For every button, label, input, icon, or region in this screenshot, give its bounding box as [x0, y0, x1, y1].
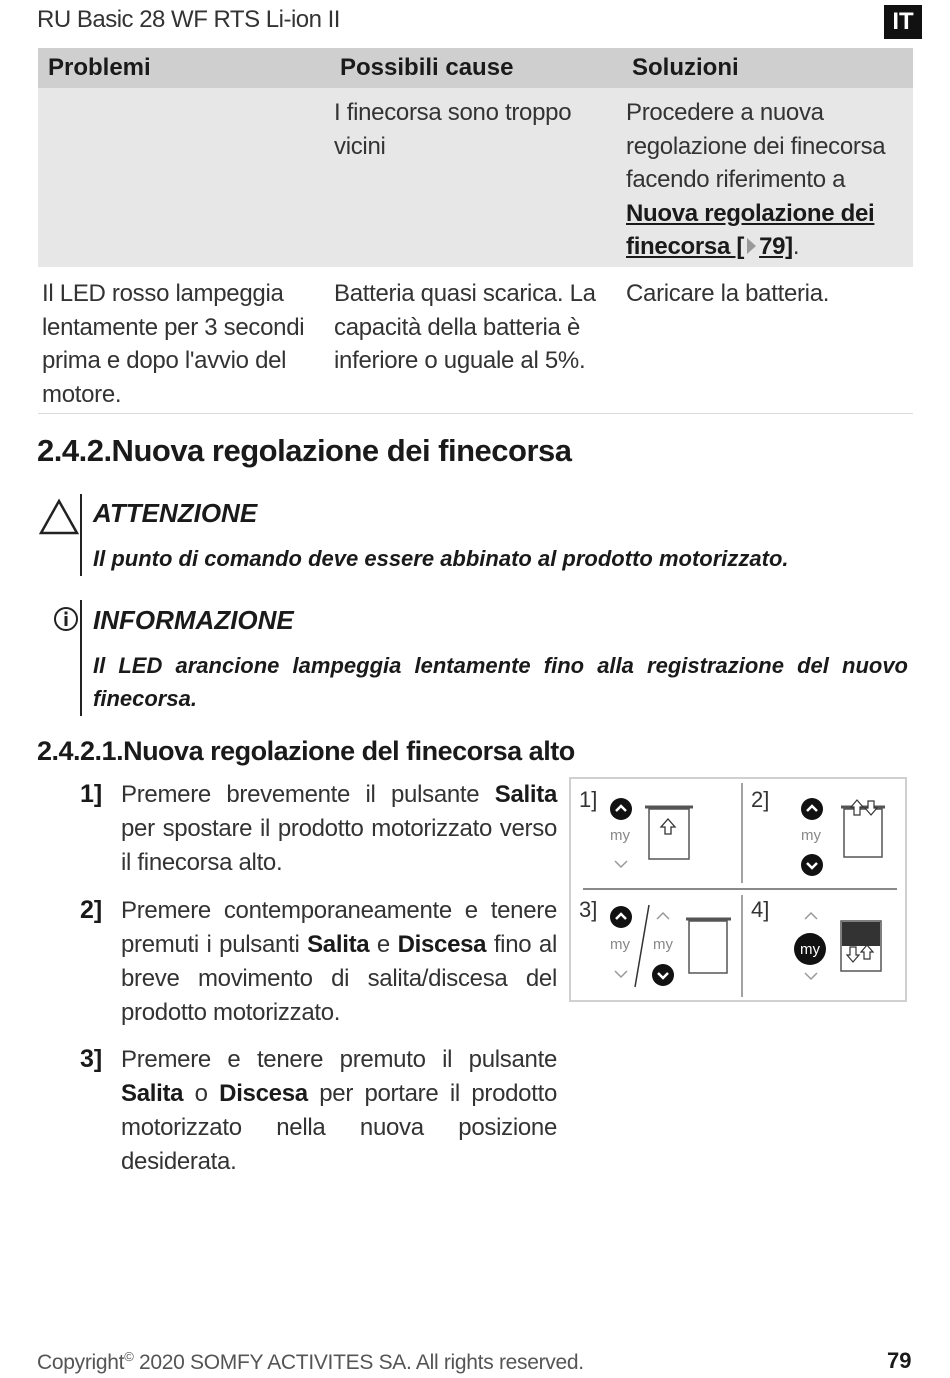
link-text: Nuova regolazione dei finecorsa [ — [626, 199, 875, 260]
page-number: 79 — [887, 1348, 912, 1373]
solution-suffix: . — [792, 233, 800, 260]
subsection-heading: 2.4.2.1.Nuova regolazione del finecorsa alto — [37, 736, 575, 766]
cell-cause: I finecorsa sono troppo vicini — [334, 99, 572, 160]
header-solutions: Soluzioni — [632, 54, 739, 81]
section-link[interactable] — [626, 200, 874, 261]
up-button-icon — [800, 797, 824, 821]
figure-step-label: 3] — [579, 897, 598, 922]
down-arrow-icon — [613, 967, 629, 981]
info-title: INFORMAZIONE — [93, 605, 294, 635]
info-bar — [80, 600, 82, 716]
table-row — [38, 267, 913, 414]
cell-problem — [38, 96, 330, 267]
document-title: RU Basic 28 WF RTS Li-ion II — [37, 6, 340, 33]
down-arrow-icon — [803, 969, 819, 983]
limit-adjust-figure — [569, 777, 907, 1002]
troubleshooting-table — [38, 48, 913, 414]
my-button-label: my — [610, 936, 630, 953]
table-header — [38, 48, 913, 88]
cell-problem: Il LED rosso lampeggia lentamente per 3 secondi prima e dopo l'avvio del motore. — [42, 280, 305, 408]
my-button-label: my — [801, 827, 821, 844]
figure-step-label: 4] — [751, 897, 770, 922]
motor-updown-arrow-icon — [847, 799, 881, 817]
header-problems: Problemi — [48, 54, 151, 81]
step-text: Premere brevemente il pulsante Salita per spostare il prodotto motorizzato verso il finecorsa alto. — [121, 781, 557, 876]
info-icon — [53, 606, 79, 632]
down-button-icon — [800, 853, 824, 877]
step-text: Premere e tenere premuto il pulsante Salita o Discesa per portare il prodotto motorizzato nella nuova posizione desiderata. — [121, 1046, 557, 1175]
link-page: 79] — [759, 233, 793, 260]
or-divider — [631, 903, 653, 989]
warning-icon — [38, 498, 80, 536]
figure-step-label: 2] — [751, 787, 770, 812]
figure-step-label: 1] — [579, 787, 598, 812]
step-number: 1] — [80, 780, 103, 808]
cell-solution: Caricare la batteria. — [626, 280, 830, 307]
table-row — [38, 88, 913, 267]
my-button-icon: my — [794, 933, 826, 965]
my-button-label: my — [610, 827, 630, 844]
motor-up-arrow-icon — [658, 817, 678, 837]
step-number: 2] — [80, 896, 103, 924]
cell-cause: Batteria quasi scarica. La capacità della batteria è inferiore o uguale al 5%. — [334, 280, 596, 374]
warning-title: ATTENZIONE — [93, 498, 258, 528]
step-number: 3] — [80, 1045, 103, 1073]
step-text: Premere contemporaneamente e tenere premuti i pulsanti Salita e Discesa fino al breve movimento di salita/discesa del prodotto motorizzato. — [121, 897, 557, 1026]
my-button-label: my — [653, 936, 673, 953]
solution-text: Procedere a nuova regolazione dei finecorsa facendo riferimento a — [626, 99, 886, 193]
page-arrow-icon — [747, 238, 756, 254]
copyright-notice: Copyright© 2020 SOMFY ACTIVITES SA. All rights reserved. — [37, 1349, 584, 1374]
up-arrow-icon — [803, 909, 819, 923]
motor-stop-arrow-icon — [843, 943, 877, 963]
up-button-icon — [609, 797, 633, 821]
warning-text: Il punto di comando deve essere abbinato al prodotto motorizzato. — [93, 546, 789, 571]
warning-bar — [80, 494, 82, 576]
up-arrow-icon — [655, 909, 671, 923]
down-arrow-icon — [613, 857, 629, 871]
header-causes: Possibili cause — [340, 54, 514, 81]
info-text: Il LED arancione lampeggia lentamente fino alla registrazione del nuovo finecorsa. — [93, 653, 908, 711]
language-badge: IT — [884, 5, 922, 39]
cell-solution — [622, 96, 913, 267]
down-button-icon — [651, 963, 675, 987]
up-button-icon — [609, 905, 633, 929]
section-heading: 2.4.2.Nuova regolazione dei finecorsa — [37, 433, 572, 468]
